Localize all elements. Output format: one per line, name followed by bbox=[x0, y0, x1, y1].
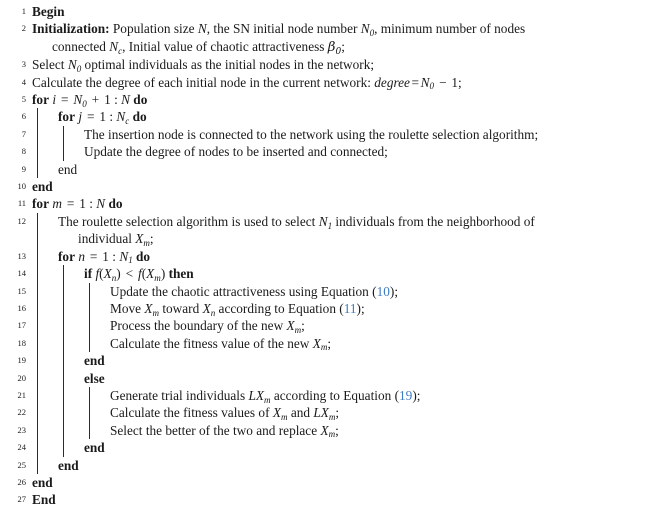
line-body bbox=[26, 491, 650, 508]
line-body bbox=[26, 38, 650, 56]
line-content: individual $X_m$; bbox=[78, 231, 154, 248]
line-number: 6 bbox=[21, 111, 26, 122]
line-body bbox=[26, 108, 650, 125]
line-number: 24 bbox=[17, 442, 26, 453]
line-content: if $f(X_n) < f(X_m)$ then bbox=[84, 266, 194, 283]
line-body bbox=[26, 335, 650, 352]
algorithm-line bbox=[0, 370, 650, 387]
line-body bbox=[26, 474, 650, 491]
algorithm-line bbox=[0, 143, 650, 160]
line-content: Initialization: Population size N, the SN initial node number $N_0$, minimum number of nodes bbox=[32, 21, 526, 39]
algorithm-line bbox=[0, 491, 650, 508]
indent-guides bbox=[26, 370, 650, 387]
algorithm-line bbox=[0, 126, 650, 143]
line-body bbox=[26, 300, 650, 317]
line-content: end bbox=[84, 353, 105, 369]
line-content: end bbox=[32, 474, 53, 490]
line-body bbox=[26, 422, 650, 439]
algorithm-line bbox=[0, 317, 650, 334]
line-body bbox=[26, 20, 650, 37]
line-content: The roulette selection algorithm is used to select $N_1$ individuals from the neighborhood of bbox=[58, 213, 535, 231]
line-number: 27 bbox=[17, 494, 26, 505]
algorithm-line bbox=[0, 161, 650, 178]
line-body bbox=[26, 56, 650, 73]
line-number: 18 bbox=[17, 337, 26, 348]
line-body bbox=[26, 91, 650, 108]
algorithm-line bbox=[0, 213, 650, 230]
line-content: else bbox=[84, 370, 105, 386]
line-body bbox=[26, 143, 650, 160]
algorithm-line bbox=[0, 248, 650, 265]
line-body bbox=[26, 387, 650, 404]
line-number: 21 bbox=[17, 389, 26, 400]
algorithm-line bbox=[0, 457, 650, 474]
line-body bbox=[26, 126, 650, 143]
line-content: Select $N_0$ optimal individuals as the initial nodes in the network; bbox=[32, 57, 375, 74]
line-number: 7 bbox=[21, 128, 26, 139]
line-content: for $i = N_0 + 1$ : N do bbox=[32, 92, 148, 109]
line-content: connected $N_c$, Initial value of chaotic attractiveness $\beta_0$; bbox=[52, 38, 345, 57]
line-content: Select the better of the two and replace $X_m$; bbox=[110, 422, 339, 440]
equation-reference[interactable]: 19 bbox=[399, 387, 413, 403]
line-body bbox=[26, 248, 650, 265]
line-number: 12 bbox=[17, 215, 26, 226]
line-number: 3 bbox=[21, 59, 26, 70]
line-content: End bbox=[32, 492, 56, 508]
line-content: The insertion node is connected to the network using the roulette selection algorithm; bbox=[84, 126, 539, 142]
line-body bbox=[26, 404, 650, 421]
indent-guides bbox=[26, 439, 650, 456]
line-content: Update the degree of nodes to be inserted and connected; bbox=[84, 144, 388, 160]
line-content: end bbox=[32, 179, 53, 195]
line-body bbox=[26, 283, 650, 300]
algorithm-line bbox=[0, 422, 650, 439]
equation-reference[interactable]: 11 bbox=[343, 300, 357, 316]
line-content: end bbox=[84, 440, 105, 456]
line-content: for j = 1 : $N_c$ do bbox=[58, 109, 147, 127]
indent-guides bbox=[26, 161, 650, 178]
algorithm-line bbox=[0, 439, 650, 456]
line-content: Update the chaotic attractiveness using Equation (10); bbox=[110, 283, 399, 299]
algorithm-line bbox=[0, 178, 650, 195]
algorithm-line bbox=[0, 265, 650, 282]
line-number: 10 bbox=[17, 181, 26, 192]
indent-guides bbox=[26, 352, 650, 369]
algorithm-line bbox=[0, 283, 650, 300]
line-content: for n = 1 : $N_1$ do bbox=[58, 248, 151, 266]
line-number: 13 bbox=[17, 250, 26, 261]
line-body bbox=[26, 439, 650, 456]
line-number: 5 bbox=[21, 94, 26, 105]
algorithm-line bbox=[0, 300, 650, 317]
line-content: Generate trial individuals $LX_m$ according to Equation (19); bbox=[110, 387, 421, 405]
line-body bbox=[26, 370, 650, 387]
line-number: 15 bbox=[17, 285, 26, 296]
line-content: for m = 1 : N do bbox=[32, 196, 123, 212]
line-body bbox=[26, 195, 650, 212]
line-body bbox=[26, 213, 650, 230]
indent-guides bbox=[26, 457, 650, 474]
algorithm-line bbox=[0, 108, 650, 125]
algorithm-line bbox=[0, 352, 650, 369]
line-number: 14 bbox=[17, 268, 26, 279]
line-number: 9 bbox=[21, 163, 26, 174]
algorithm-line bbox=[0, 474, 650, 491]
line-content: end bbox=[58, 457, 79, 473]
line-body bbox=[26, 3, 650, 20]
line-number: 4 bbox=[21, 76, 26, 87]
algorithm-line bbox=[0, 387, 650, 404]
line-body bbox=[26, 457, 650, 474]
line-content: Begin bbox=[32, 4, 65, 19]
line-content: Calculate the fitness values of $X_m$ and $LX_m$; bbox=[110, 405, 340, 423]
line-body bbox=[26, 74, 650, 91]
algorithm-line bbox=[0, 56, 650, 73]
line-body bbox=[26, 161, 650, 178]
algorithm-line bbox=[0, 404, 650, 421]
line-body bbox=[26, 265, 650, 282]
algorithm-line-continuation bbox=[0, 38, 650, 56]
line-content: Calculate the fitness value of the new $X_m$; bbox=[110, 335, 332, 353]
algorithm-line bbox=[0, 3, 650, 20]
algorithm-line bbox=[0, 195, 650, 212]
line-body bbox=[26, 230, 650, 247]
line-body bbox=[26, 178, 650, 195]
algorithm-line bbox=[0, 20, 650, 37]
line-number: 8 bbox=[21, 146, 26, 157]
algorithm-line-continuation bbox=[0, 230, 650, 247]
line-number: 2 bbox=[21, 23, 26, 34]
algorithm-line bbox=[0, 74, 650, 91]
line-content: Process the boundary of the new $X_m$; bbox=[110, 318, 305, 336]
line-body bbox=[26, 317, 650, 334]
line-number: 25 bbox=[17, 459, 26, 470]
line-number: 23 bbox=[17, 424, 26, 435]
line-number: 16 bbox=[17, 302, 26, 313]
algorithm-line bbox=[0, 91, 650, 108]
line-number: 22 bbox=[17, 407, 26, 418]
line-number: 1 bbox=[21, 6, 26, 16]
algorithm-line bbox=[0, 335, 650, 352]
line-content: end bbox=[58, 161, 78, 177]
line-number: 26 bbox=[17, 476, 26, 487]
line-number: 17 bbox=[17, 320, 26, 331]
line-number: 11 bbox=[17, 198, 26, 209]
line-content: Calculate the degree of each initial node in the current network: degree = $N_0 - 1$; bbox=[32, 74, 462, 92]
line-number: 19 bbox=[17, 355, 26, 366]
line-number: 20 bbox=[17, 372, 26, 383]
line-content: Move $X_m$ toward $X_n$ according to Equation (11); bbox=[110, 300, 365, 318]
line-body bbox=[26, 352, 650, 369]
equation-reference[interactable]: 10 bbox=[376, 283, 390, 299]
